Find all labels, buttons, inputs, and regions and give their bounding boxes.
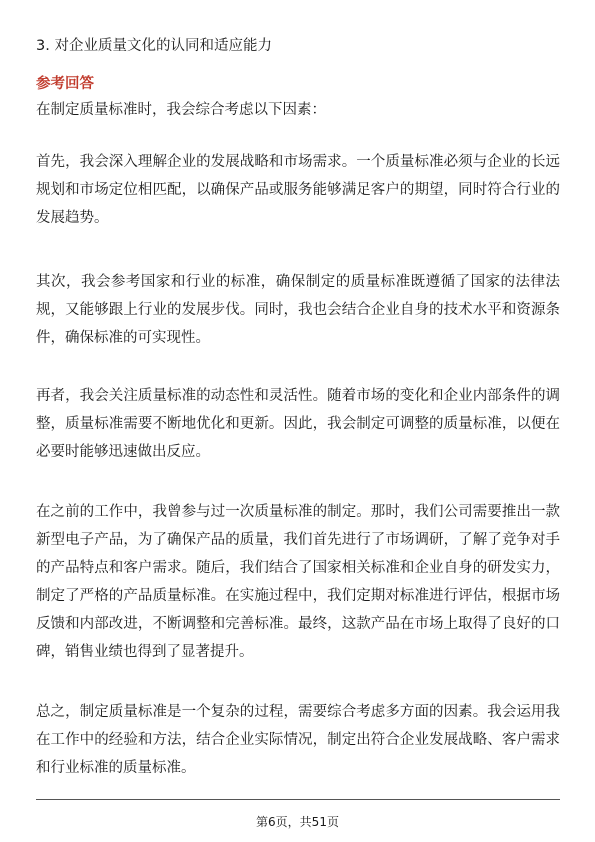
page-number: 第6页，共51页 bbox=[256, 815, 339, 829]
intro-paragraph: 在制定质量标准时，我会综合考虑以下因素： bbox=[36, 102, 326, 118]
footer-divider bbox=[36, 799, 560, 800]
paragraph-second: 其次，我会参考国家和行业的标准，确保制定的质量标准既遵循了国家的法律法规，又能够跟上行业的发展步伐。同时，我也会结合企业自身的技术水平和资源条件，确保标准的可实现性。 bbox=[36, 274, 560, 346]
paragraph-third: 再者，我会关注质量标准的动态性和灵活性。随着市场的变化和企业内部条件的调整，质量标准需要不断地优化和更新。因此，我会制定可调整的质量标准，以便在必要时能够迅速做出反应。 bbox=[36, 388, 560, 460]
answer-label: 参考回答 bbox=[36, 76, 94, 92]
paragraph-first: 首先，我会深入理解企业的发展战略和市场需求。一个质量标准必须与企业的长远规划和市场定位相匹配，以确保产品或服务能够满足客户的期望，同时符合行业的发展趋势。 bbox=[36, 154, 560, 226]
paragraph-conclusion: 总之，制定质量标准是一个复杂的过程，需要综合考虑多方面的因素。我会运用我在工作中的经验和方法，结合企业实际情况，制定出符合企业发展战略、客户需求和行业标准的质量标准。 bbox=[36, 704, 560, 776]
section-title: 3. 对企业质量文化的认同和适应能力 bbox=[36, 38, 272, 54]
paragraph-experience: 在之前的工作中，我曾参与过一次质量标准的制定。那时，我们公司需要推出一款新型电子产品，为了确保产品的质量，我们首先进行了市场调研，了解了竞争对手的产品特点和客户需求。随后，我们结合了国家相关标准和企业自身的研发实力，制定了严格的产品质量标准。在实施过程中，我们定期对标准进行评估，根据市场反馈和内部改进，不断调整和完善标准。最终，这款产品在市场上取得了良好的口碑，销售业绩也得到了显著提升。 bbox=[36, 504, 560, 660]
